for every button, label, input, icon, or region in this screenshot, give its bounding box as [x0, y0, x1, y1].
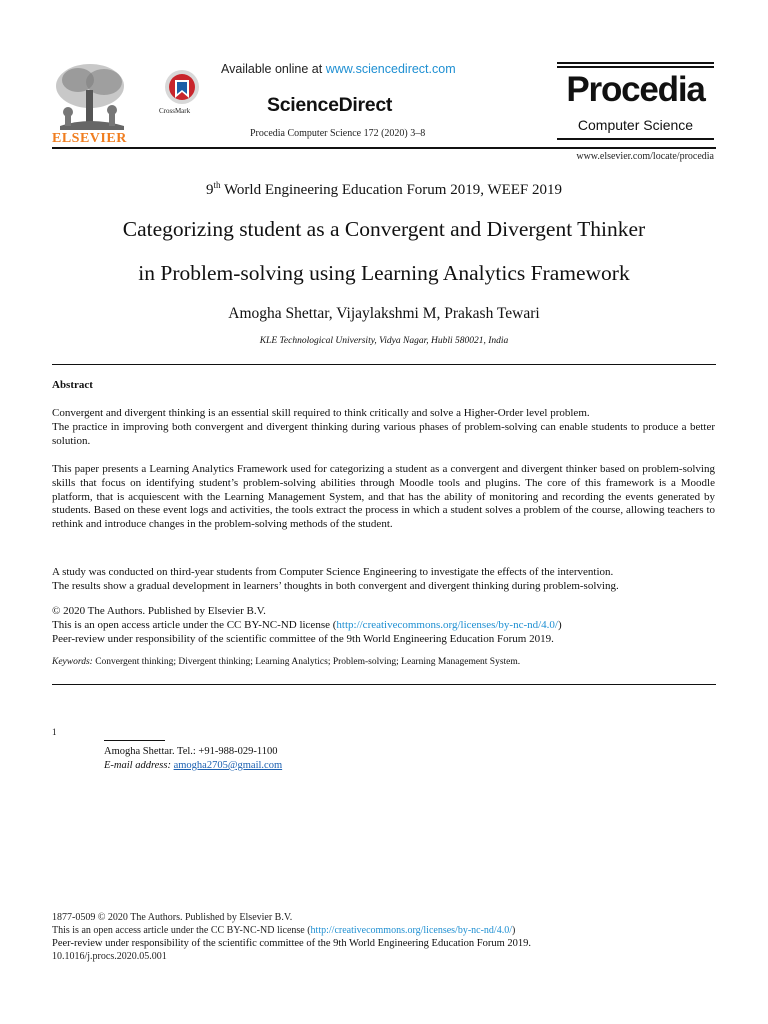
peer-review-line: Peer-review under responsibility of the scientific committee of the 9th World Engineering Education Forum 2019. — [52, 632, 554, 645]
abstract-paragraph-2: This paper presents a Learning Analytics Framework used for categorizing a student as a convergent and divergent thinker based on problem-solving skills that focus on identifying student’s problem-solving abilities through Moodle tools and plugins. The core of this framework is a Moodle platform, that is acquiescent with the Learning Management System, and that has the ability of monitoring and recording the events generated by students. Based on these event logs and activities, the tools extract the process in which a student solves a problem of the course, allowing teachers to rethink and introduce changes in the problem-solving methods of the student. — [52, 463, 715, 531]
license-prefix: This is an open access article under the CC BY-NC-ND license ( — [52, 618, 337, 631]
abstract-p3-line2: The results show a gradual development in learners’ thoughts in both convergent and divergent thinking during problem-solving. — [52, 579, 619, 592]
conference-rest: World Engineering Education Forum 2019, WEEF 2019 — [220, 182, 563, 198]
abstract-p1-line1: Convergent and divergent thinking is an essential skill required to think critically and solve a Higher-Order level problem. — [52, 407, 590, 419]
abstract-heading: Abstract — [52, 379, 93, 391]
paper-title-line-2: in Problem-solving using Learning Analytics Framework — [138, 261, 630, 285]
abstract-paragraph-1 — [52, 407, 715, 448]
license-link[interactable]: http://creativecommons.org/licenses/by-nc-nd/4.0/ — [336, 618, 558, 631]
procedia-top-rule — [557, 62, 714, 64]
abstract-top-rule — [52, 364, 716, 365]
license-suffix: ) — [558, 618, 562, 631]
bottom-license-prefix: This is an open access article under the CC BY-NC-ND license ( — [52, 925, 311, 936]
keywords-label: Keywords: — [52, 657, 93, 667]
journal-url[interactable]: www.elsevier.com/locate/procedia — [576, 151, 714, 162]
abstract-paragraph-3 — [52, 566, 715, 594]
issn-line: 1877-0509 © 2020 The Authors. Published by Elsevier B.V. — [52, 912, 293, 923]
footnote-marker: 1 — [52, 727, 57, 737]
abstract-p3-line1: A study was conducted on third-year students from Computer Science Engineering to investigate the effects of the intervention. — [52, 566, 614, 578]
keywords — [52, 657, 520, 667]
procedia-subtitle: Computer Science — [577, 117, 694, 133]
journal-reference: Procedia Computer Science 172 (2020) 3–8 — [250, 128, 426, 139]
available-online — [221, 62, 456, 76]
bottom-license-line — [52, 925, 515, 938]
conference-number: 9 — [205, 182, 214, 198]
abstract-bottom-rule — [52, 684, 716, 685]
procedia-title: Procedia — [566, 70, 705, 109]
sciencedirect-title: ScienceDirect — [267, 94, 393, 116]
bottom-license-suffix: ) — [511, 925, 516, 936]
copyright-block — [52, 605, 715, 646]
available-prefix: Available online at — [221, 62, 326, 76]
affiliation: KLE Technological University, Vidya Nagar, Hubli 580021, India — [259, 336, 509, 346]
elsevier-wordmark: ELSEVIER — [52, 131, 127, 146]
abstract-p1-line2: The practice in improving both convergent and divergent thinking during various phases of problem-solving can enable students to produce a better solution. — [52, 420, 715, 447]
footnote-contact: Amogha Shettar. Tel.: +91-988-029-1100 — [104, 746, 278, 757]
procedia-top-rule-2 — [557, 66, 714, 68]
doi[interactable]: 10.1016/j.procs.2020.05.001 — [52, 951, 167, 962]
procedia-bottom-rule — [557, 138, 714, 140]
header-divider — [52, 147, 716, 149]
email-link[interactable]: amogha2705@gmail.com — [173, 760, 283, 771]
license-line — [52, 619, 715, 633]
copyright-line: © 2020 The Authors. Published by Elsevier B.V. — [52, 605, 266, 617]
conference-name — [0, 180, 768, 199]
bottom-peer-review: Peer-review under responsibility of the scientific committee of the 9th World Engineering Education Forum 2019. — [52, 938, 532, 949]
crossmark-label: CrossMark — [159, 107, 191, 115]
paper-title-line-1: Categorizing student as a Convergent and Divergent Thinker — [122, 217, 646, 241]
bottom-license-link[interactable]: http://creativecommons.org/licenses/by-nc-nd/4.0/ — [310, 925, 512, 936]
email-label: E-mail address: — [104, 760, 171, 771]
footnote-email — [104, 760, 282, 771]
sciencedirect-link[interactable]: www.sciencedirect.com — [325, 62, 456, 76]
authors: Amogha Shettar, Vijaylakshmi M, Prakash Tewari — [228, 305, 540, 322]
footnote-rule — [104, 740, 165, 741]
keywords-list: Convergent thinking; Divergent thinking; Learning Analytics; Problem-solving; Learning Management System. — [92, 657, 521, 667]
conference-ordinal: th — [213, 180, 221, 190]
